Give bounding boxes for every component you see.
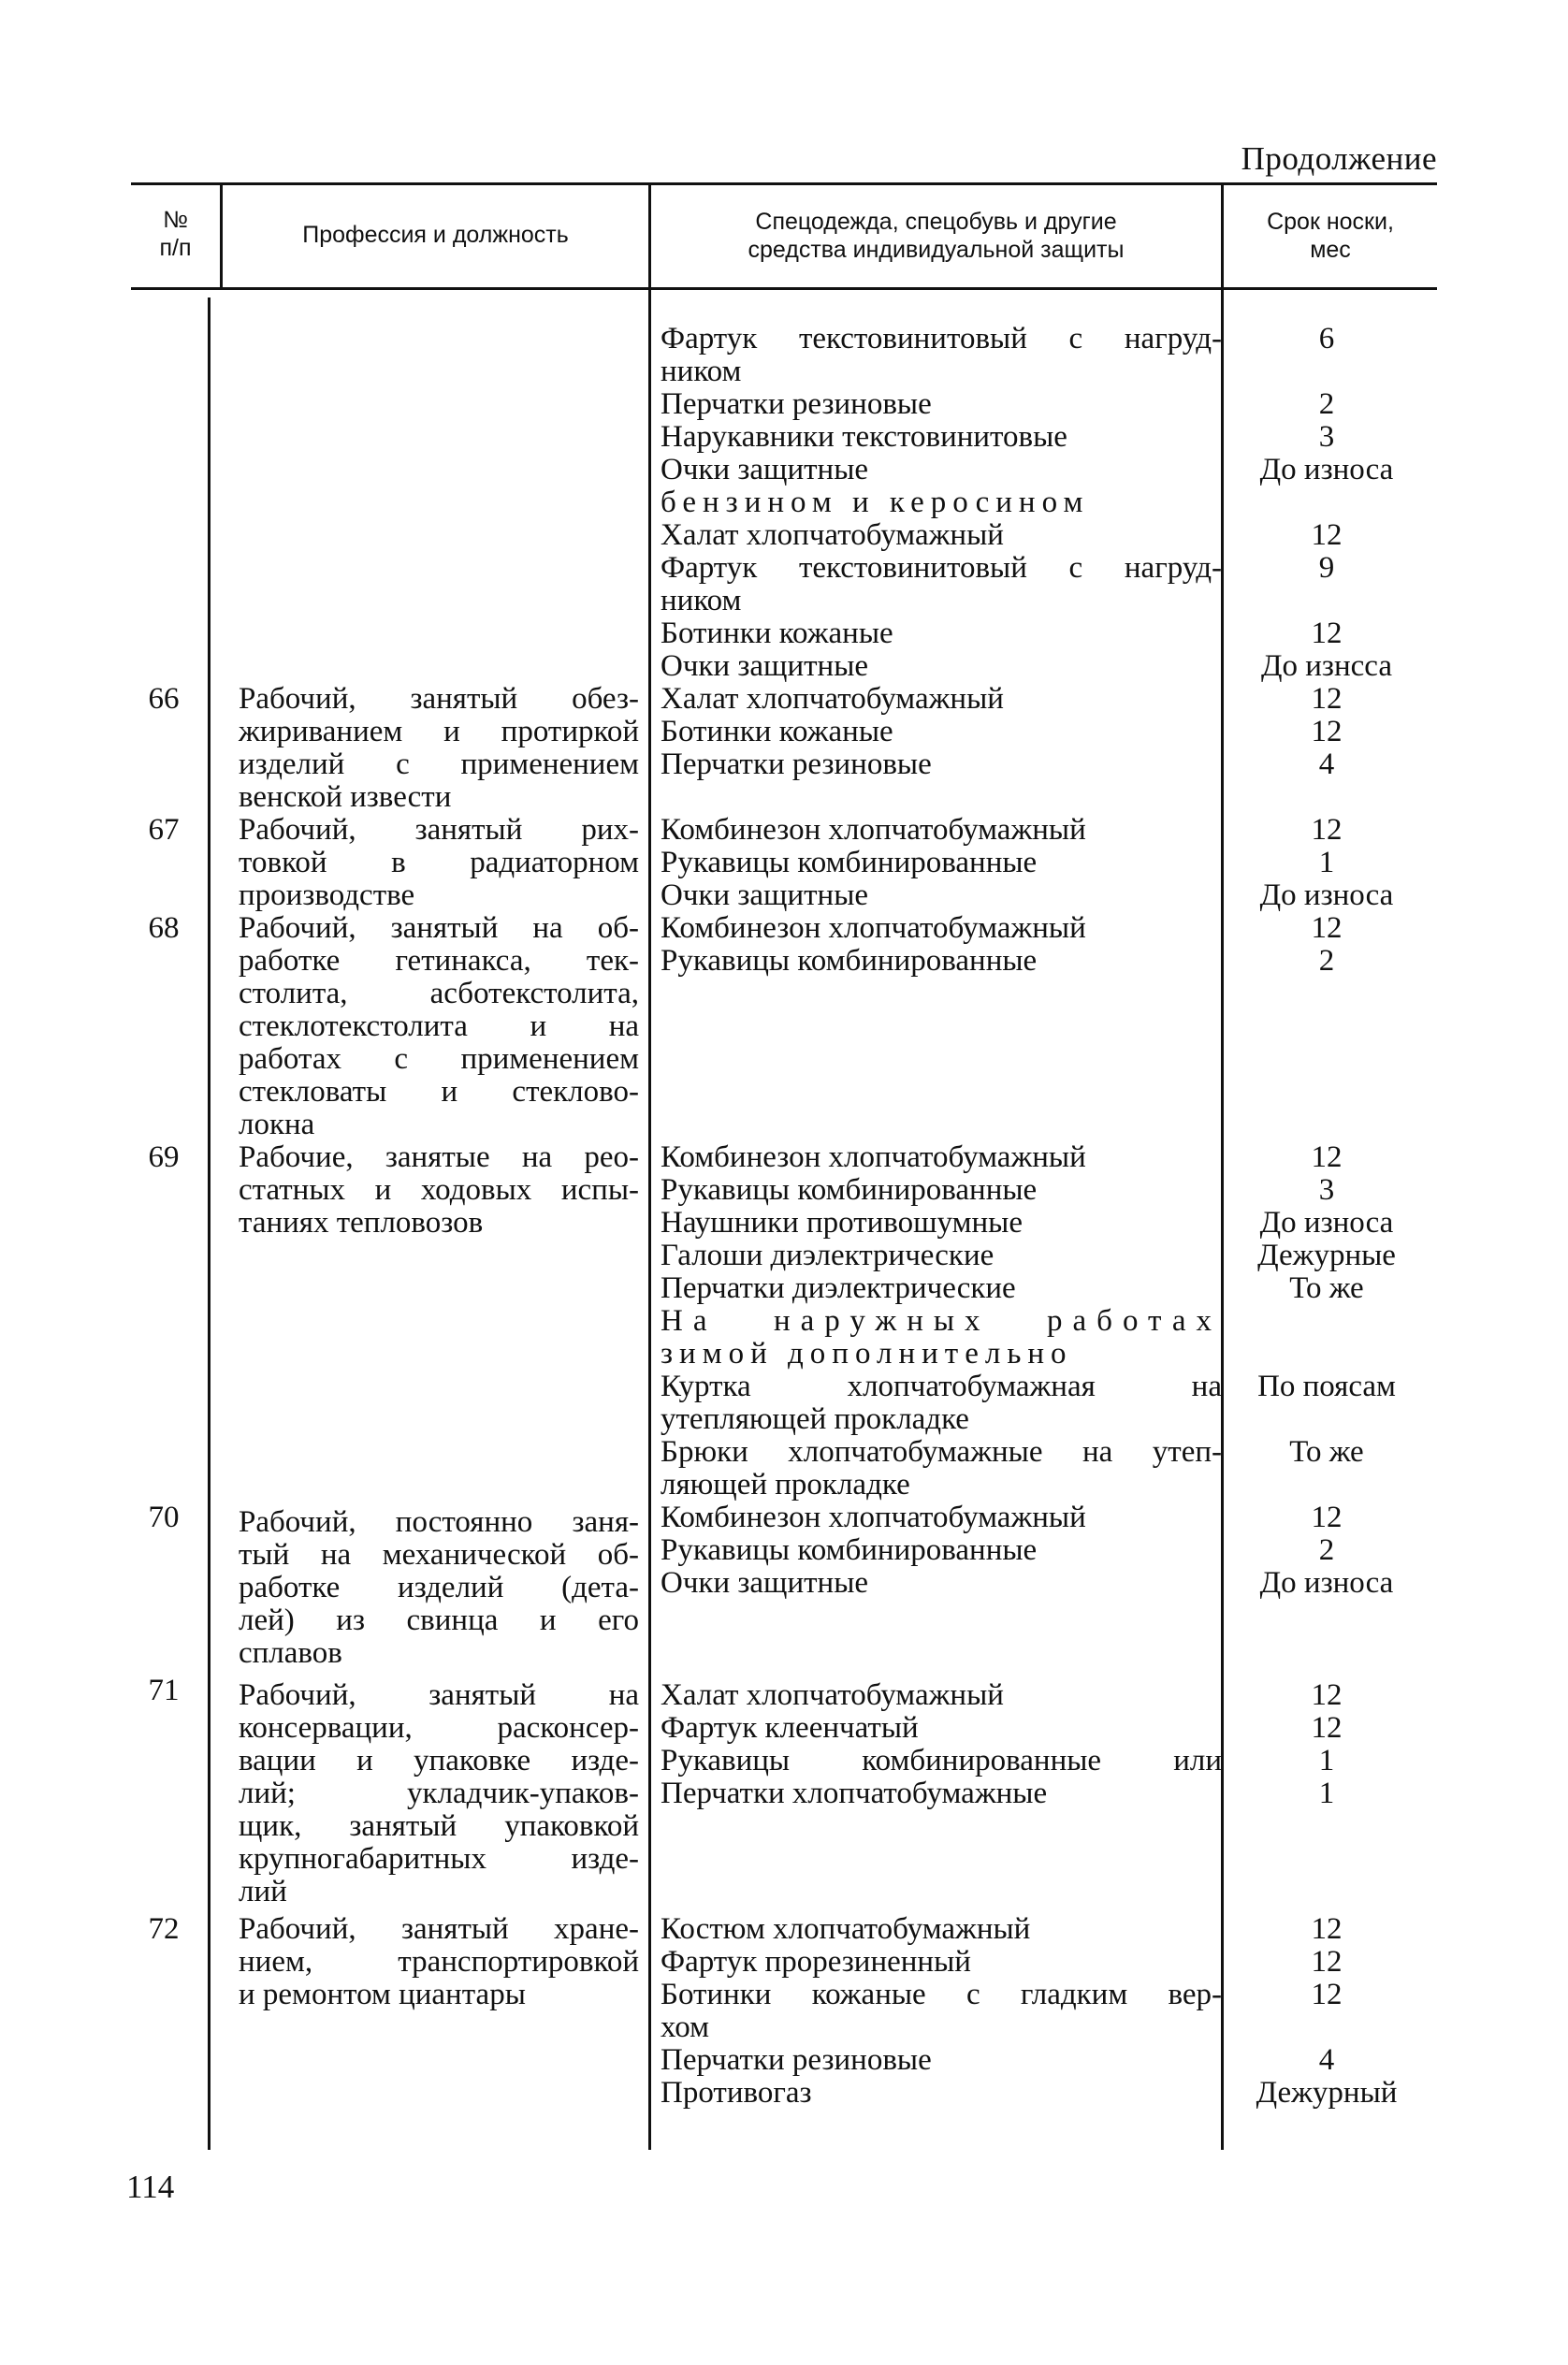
table-cell-item: Перчатки резиновые — [661, 747, 932, 781]
table-cell-term: 4 — [1318, 747, 1335, 781]
table-cell-term: 12 — [1311, 1912, 1343, 1946]
row-number: 70 — [148, 1501, 180, 1534]
table-cell-term: По поясам — [1257, 1370, 1396, 1403]
table-cell-profession: столита, асботекстолита, — [239, 977, 639, 1010]
table-cell-term: Дежурный — [1256, 2076, 1398, 2110]
row-number: 71 — [148, 1674, 180, 1707]
header-profession: Профессия и должность — [302, 222, 569, 248]
table-cell-profession: щик, занятый упаковкой — [239, 1809, 639, 1843]
header-equipment-line-1: Спецодежда, спецобувь и другие — [755, 209, 1117, 235]
table-cell-profession: лей) из свинца и его — [239, 1603, 639, 1637]
table-cell-subheading: зимой дополнительно — [661, 1337, 1073, 1371]
table-cell-profession: изделий с применением — [239, 747, 639, 781]
table-cell-item: Рукавицы комбинированные — [661, 846, 1038, 879]
table-cell-item: Халат хлопчатобумажный — [661, 518, 1004, 552]
table-cell-profession: нием, транспортировкой — [239, 1945, 639, 1979]
continuation-label: Продолжение — [1241, 140, 1437, 177]
table-cell-item: Перчатки резиновые — [661, 2043, 932, 2077]
table-cell-term: 9 — [1318, 551, 1335, 585]
table-cell-term: 12 — [1311, 911, 1343, 945]
table-cell-item: Халат хлопчатобумажный — [661, 1678, 1004, 1712]
table-cell-term: 12 — [1311, 1140, 1343, 1174]
table-cell-term: 3 — [1318, 420, 1335, 454]
table-cell-term: До износа — [1259, 453, 1394, 486]
table-cell-profession: крупногабаритных изде- — [239, 1842, 639, 1876]
header-num-line-2: п/п — [159, 235, 192, 261]
table-cell-term: 1 — [1318, 846, 1335, 879]
table-cell-term: То же — [1289, 1271, 1364, 1305]
table-cell-term: 12 — [1311, 1945, 1343, 1979]
table-cell-profession: Рабочий, постоянно заня- — [239, 1505, 639, 1539]
table-cell-term: Дежурные — [1257, 1239, 1396, 1272]
table-cell-profession: Рабочий, занятый рих- — [239, 813, 639, 847]
table-cell-term: 2 — [1318, 387, 1335, 421]
table-cell-item: Очки защитные — [661, 1566, 869, 1600]
table-cell-term: 12 — [1311, 813, 1343, 847]
table-cell-profession: таниях тепловозов — [239, 1206, 484, 1240]
table-cell-term: 2 — [1318, 944, 1335, 978]
table-top-rule — [131, 182, 1437, 185]
table-cell-profession: лий; укладчик-упаков- — [239, 1777, 639, 1810]
table-cell-item: Фартук текстовинитовый с нагруд- — [661, 551, 1222, 585]
table-cell-profession: лий — [239, 1875, 287, 1908]
table-cell-term: До износа — [1259, 1566, 1394, 1600]
table-cell-item: Перчатки резиновые — [661, 387, 932, 421]
table-cell-item: Комбинезон хлопчатобумажный — [661, 1140, 1086, 1174]
table-cell-term: До износа — [1259, 878, 1394, 912]
table-cell-term: 1 — [1318, 1744, 1335, 1777]
table-cell-item: ником — [661, 584, 742, 617]
table-cell-item: Наушники противошумные — [661, 1206, 1023, 1240]
table-cell-item: Очки защитные — [661, 649, 869, 683]
table-cell-profession: работах с применением — [239, 1042, 639, 1076]
table-cell-item: Халат хлопчатобумажный — [661, 682, 1004, 716]
row-number: 72 — [148, 1912, 180, 1946]
table-header-rule — [131, 287, 1437, 290]
table-cell-item: Очки защитные — [661, 453, 869, 486]
table-cell-profession: Рабочий, занятый обез- — [239, 682, 639, 716]
table-cell-item: хом — [661, 2010, 709, 2044]
table-cell-item: Рукавицы комбинированные — [661, 1173, 1038, 1207]
table-cell-term: 12 — [1311, 715, 1343, 748]
table-cell-profession: венской извести — [239, 780, 452, 814]
header-equipment-line-2: средства индивидуальной защиты — [748, 237, 1125, 263]
table-cell-item: Галоши диэлектрические — [661, 1239, 995, 1272]
table-cell-subheading: бензином и керосином — [661, 486, 1090, 519]
table-cell-profession: Рабочий, занятый хране- — [239, 1912, 639, 1946]
table-cell-term: 12 — [1311, 1978, 1343, 2011]
table-cell-profession: работке гетинакса, тек- — [239, 944, 639, 978]
table-cell-term: 6 — [1318, 322, 1335, 355]
table-cell-item: Фартук прорезиненный — [661, 1945, 971, 1979]
table-cell-profession: стекловаты и стеклово- — [239, 1075, 639, 1109]
table-cell-term: То же — [1289, 1435, 1364, 1469]
row-number: 68 — [148, 911, 180, 945]
table-cell-term: 12 — [1311, 617, 1343, 650]
table-cell-item: Ботинки кожаные с гладким вер- — [661, 1978, 1222, 2011]
header-term-line-1: Срок носки, — [1267, 209, 1394, 235]
header-num-line-1: № — [163, 207, 188, 233]
table-cell-item: Рукавицы комбинированные — [661, 1533, 1038, 1567]
table-cell-profession: производстве — [239, 878, 415, 912]
table-cell-profession: жириванием и протиркой — [239, 715, 639, 748]
table-cell-term: 12 — [1311, 682, 1343, 716]
row-number: 69 — [148, 1140, 180, 1174]
table-cell-profession: тый на механической об- — [239, 1538, 639, 1572]
table-cell-term: 1 — [1318, 1777, 1335, 1810]
table-cell-term: 3 — [1318, 1173, 1335, 1207]
table-cell-term: До износа — [1259, 1206, 1394, 1240]
table-cell-item: Рукавицы комбинированные или — [661, 1744, 1222, 1777]
table-cell-profession: статных и ходовых испы- — [239, 1173, 639, 1207]
table-cell-item: Комбинезон хлопчатобумажный — [661, 813, 1086, 847]
table-cell-item: Фартук текстовинитовый с нагруд- — [661, 322, 1222, 355]
row-number: 67 — [148, 813, 180, 847]
table-cell-item: Рукавицы комбинированные — [661, 944, 1038, 978]
table-cell-profession: стеклотекстолита и на — [239, 1009, 639, 1043]
table-cell-profession: Рабочий, занятый на — [239, 1678, 639, 1712]
table-cell-item: Противогаз — [661, 2076, 812, 2110]
table-cell-item: Нарукавники текстовинитовые — [661, 420, 1067, 454]
table-cell-term: До изнсса — [1261, 649, 1392, 683]
table-cell-item: Комбинезон хлопчатобумажный — [661, 1501, 1086, 1534]
table-cell-term: 12 — [1311, 1711, 1343, 1745]
table-cell-item: Очки защитные — [661, 878, 869, 912]
table-cell-item: утепляющей прокладке — [661, 1402, 969, 1436]
table-cell-term: 12 — [1311, 1501, 1343, 1534]
table-cell-item: Перчатки диэлектрические — [661, 1271, 1016, 1305]
header-equipment — [651, 208, 1221, 264]
header-term — [1224, 208, 1437, 264]
table-cell-term: 4 — [1318, 2043, 1335, 2077]
table-cell-profession: и ремонтом циантары — [239, 1978, 526, 2011]
table-cell-item: Костюм хлопчатобумажный — [661, 1912, 1031, 1946]
table-cell-profession: сплавов — [239, 1636, 342, 1670]
table-cell-profession: работке изделий (дета- — [239, 1571, 639, 1604]
table-cell-item: ником — [661, 355, 742, 388]
header-num — [131, 206, 220, 262]
table-cell-item: ляющей прокладке — [661, 1468, 910, 1502]
table-cell-term: 12 — [1311, 518, 1343, 552]
column-divider-2 — [648, 182, 651, 2150]
header-term-line-2: мес — [1310, 237, 1351, 263]
table-cell-profession: Рабочий, занятый на об- — [239, 911, 639, 945]
table-cell-term: 2 — [1318, 1533, 1335, 1567]
table-cell-subheading: На наружных работах — [661, 1304, 1222, 1338]
table-cell-profession: товкой в радиаторном — [239, 846, 639, 879]
table-cell-item: Перчатки хлопчатобумажные — [661, 1777, 1048, 1810]
table-cell-item: Комбинезон хлопчатобумажный — [661, 911, 1086, 945]
table-cell-item: Брюки хлопчатобумажные на утеп- — [661, 1435, 1222, 1469]
table-cell-profession: Рабочие, занятые на рео- — [239, 1140, 639, 1174]
table-cell-item: Фартук клеенчатый — [661, 1711, 919, 1745]
table-cell-profession: локна — [239, 1108, 315, 1141]
row-number: 66 — [148, 682, 180, 716]
table-cell-profession: консервации, расконсер- — [239, 1711, 639, 1745]
table-cell-term: 12 — [1311, 1678, 1343, 1712]
table-cell-item: Ботинки кожаные — [661, 715, 893, 748]
table-cell-item: Куртка хлопчатобумажная на — [661, 1370, 1222, 1403]
column-divider-1-body — [208, 297, 211, 2150]
table-cell-profession: вации и упаковке изде- — [239, 1744, 639, 1777]
page-number: 114 — [126, 2169, 175, 2205]
table-cell-item: Ботинки кожаные — [661, 617, 893, 650]
